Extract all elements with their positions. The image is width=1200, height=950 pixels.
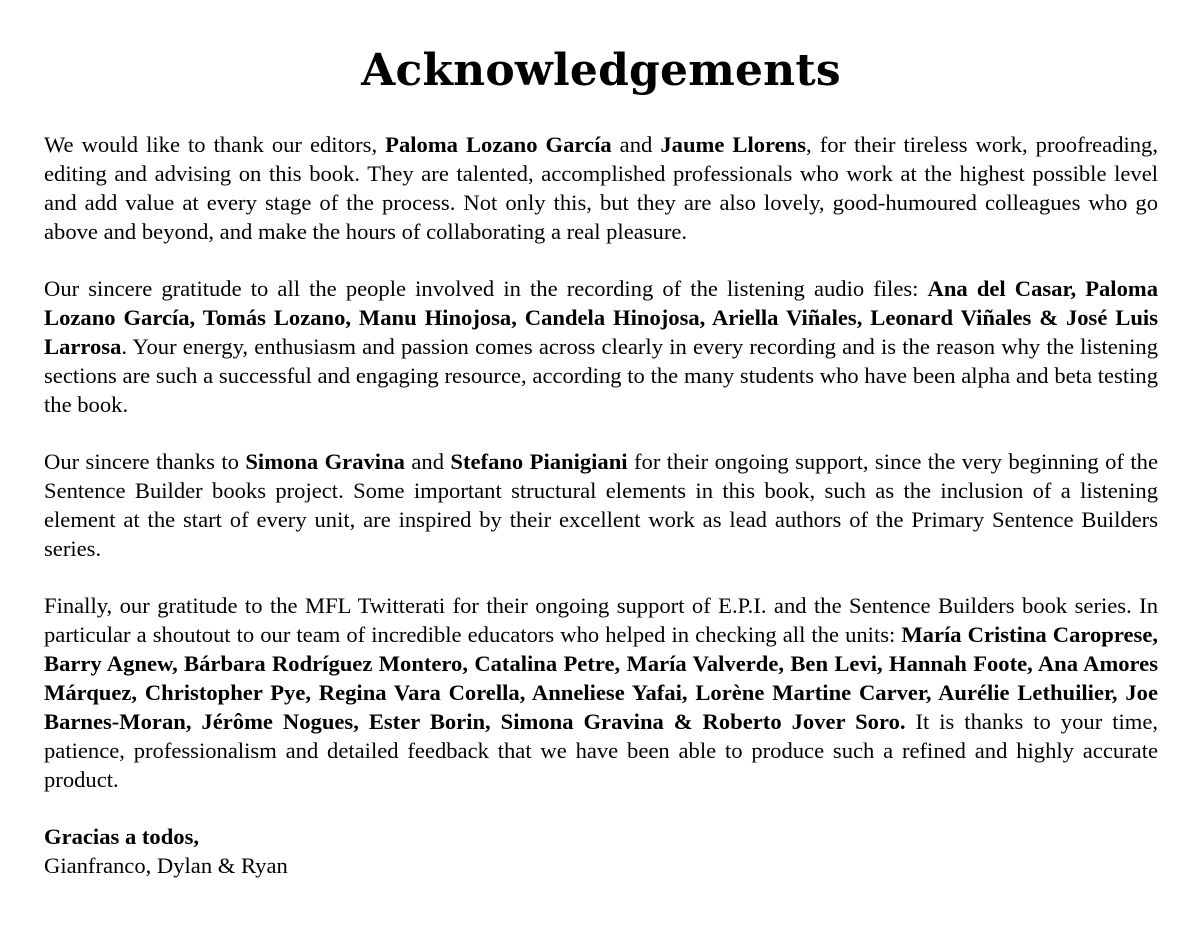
paragraph-gap bbox=[44, 794, 1158, 822]
paragraph-editors bbox=[44, 130, 1158, 246]
body-text: , for their tireless work, proofreading, editing and advising on this book. They are talented, accomplished professionals who work at the highest possible level and add value at every stage of the process. Not only this, but they are also lovely, good-humoured colleagues who go above and beyond, and make the hours of collaborating a real pleasure. bbox=[44, 132, 1159, 244]
body-text: . Your energy, enthusiasm and passion comes across clearly in every recording and is the reason why the listening sections are such a successful and engaging resource, according to the many students who have been alpha and beta testing the book. bbox=[44, 334, 1158, 417]
body-text: Our sincere thanks to bbox=[44, 449, 246, 474]
body-text: for their ongoing support, since the very beginning of the Sentence Builder books project. Some important structural elements in this book, such as the inclusion of a listening element at the start of every unit, are inspired by their excellent work as lead authors of the Primary Sentence Builders series. bbox=[44, 449, 1158, 561]
body-text: Our sincere gratitude to all the people involved in the recording of the listening audio files: bbox=[44, 276, 928, 301]
page-title: Acknowledgements bbox=[361, 45, 841, 96]
paragraph-gap bbox=[44, 563, 1158, 591]
paragraph-audio bbox=[44, 274, 1158, 419]
paragraph-support bbox=[44, 447, 1158, 563]
bold-name-text: Paloma Lozano García bbox=[385, 132, 612, 157]
closing-signature: Gianfranco, Dylan & Ryan bbox=[44, 853, 288, 878]
bold-name-text: María Cristina Caroprese, Barry Agnew, Bárbara Rodríguez Montero, Catalina Petre, María Valverde, Ben Levi, Hannah Foote, Ana Amores Márquez, Christopher Pye, Regina Vara Corella, Anneliese Yafai, Lorène Martine Carver, Aurélie Lethuilier, Joe Barnes-Moran, Jérôme Nogues, Ester Borin, Simona Gravina & Roberto Jover Soro. bbox=[44, 622, 1158, 734]
body-text: and bbox=[611, 132, 661, 157]
paragraph-gap bbox=[44, 246, 1158, 274]
body-text: We would like to thank our editors, bbox=[44, 132, 386, 157]
body-text: Finally, our gratitude to the MFL Twitterati for their ongoing support of E.P.I. and the Sentence Builders book series. In particular a shoutout to our team of incredible educators who helped in checking all the units: bbox=[44, 593, 1158, 647]
closing-greeting bbox=[44, 822, 1158, 851]
bold-name-text: Stefano Pianigiani bbox=[450, 449, 628, 474]
bold-name-text: Ana del Casar, Paloma Lozano García, Tomás Lozano, Manu Hinojosa, Candela Hinojosa, Ariella Viñales, Leonard Viñales & José Luis Larrosa bbox=[44, 276, 1158, 359]
bold-name-text: Jaume Llorens bbox=[660, 132, 807, 157]
paragraph-twitterati bbox=[44, 591, 1158, 794]
closing-greeting-text: Gracias a todos, bbox=[44, 824, 200, 849]
body-text: and bbox=[404, 449, 451, 474]
bold-name-text: Simona Gravina bbox=[245, 449, 405, 474]
paragraph-gap bbox=[44, 419, 1158, 447]
body-text: It is thanks to your time, patience, professionalism and detailed feedback that we have been able to produce such a refined and highly accurate product. bbox=[44, 709, 1158, 792]
